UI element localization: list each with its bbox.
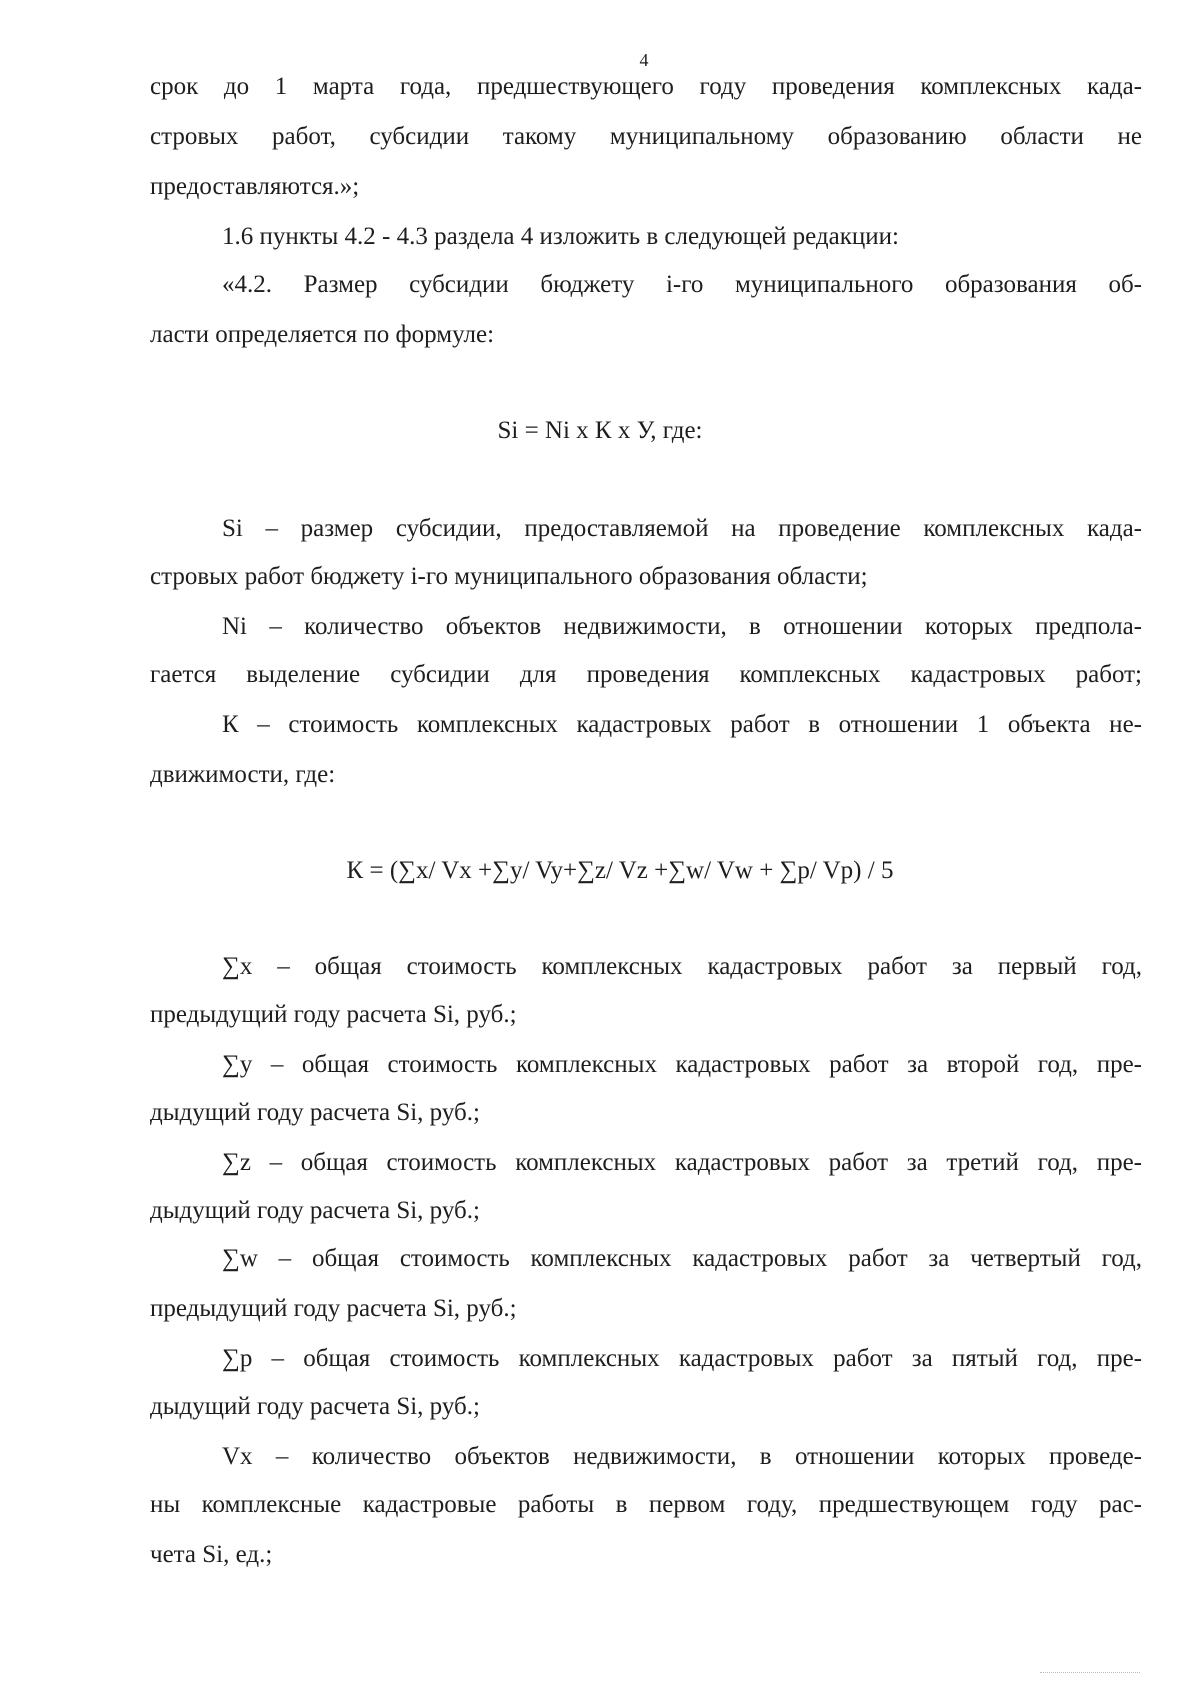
paragraph-line: гается выделение субсидии для проведения комплексных кадастровых работ;: [150, 661, 1142, 688]
paragraph-line: дыдущий году расчета Si, руб.;: [150, 1393, 480, 1420]
scan-artifact: [1040, 1672, 1140, 1679]
paragraph-line: срок до 1 марта года, предшествующего году проведения комплексных када-: [150, 73, 1142, 100]
paragraph-line: ∑x – общая стоимость комплексных кадастровых работ за первый год,: [222, 953, 1142, 980]
paragraph-line: предыдущий году расчета Si, руб.;: [150, 1001, 517, 1028]
paragraph-line: К – стоимость комплексных кадастровых работ в отношении 1 объекта не-: [222, 711, 1142, 738]
paragraph-line: «4.2. Размер субсидии бюджету i-го муниципального образования об-: [222, 271, 1142, 298]
paragraph-line: стровых работ бюджету i-го муниципального образования области;: [150, 563, 868, 590]
paragraph-line: предоставляются.»;: [150, 173, 360, 200]
paragraph-line: дыдущий году расчета Si, руб.;: [150, 1197, 480, 1224]
paragraph-line: 1.6 пункты 4.2 - 4.3 раздела 4 изложить в следующей редакции:: [222, 223, 899, 250]
paragraph-line: ∑w – общая стоимость комплексных кадастровых работ за четвертый год,: [222, 1245, 1142, 1272]
paragraph-line: Vx – количество объектов недвижимости, в отношении которых проведе-: [222, 1443, 1142, 1470]
paragraph-line: ∑y – общая стоимость комплексных кадастровых работ за второй год, пре-: [222, 1051, 1142, 1078]
page-number: 4: [639, 50, 649, 70]
formula-si: Si = Ni x К x У, где:: [497, 417, 703, 444]
paragraph-line: ∑z – общая стоимость комплексных кадастровых работ за третий год, пре-: [222, 1149, 1142, 1176]
paragraph-line: движимости, где:: [150, 761, 336, 788]
paragraph-line: чета Si, ед.;: [150, 1541, 273, 1568]
paragraph-line: стровых работ, субсидии такому муниципальному образованию области не: [150, 123, 1142, 150]
formula-k: К = (∑x/ Vx +∑y/ Vy+∑z/ Vz +∑w/ Vw + ∑p/ Vp) / 5: [346, 857, 894, 884]
paragraph-line: Si – размер субсидии, предоставляемой на проведение комплексных када-: [222, 515, 1142, 542]
paragraph-line: дыдущий году расчета Si, руб.;: [150, 1099, 480, 1126]
paragraph-line: ны комплексные кадастровые работы в первом году, предшествующем году рас-: [150, 1491, 1142, 1518]
paragraph-line: предыдущий году расчета Si, руб.;: [150, 1295, 517, 1322]
paragraph-line: Ni – количество объектов недвижимости, в отношении которых предпола-: [222, 613, 1142, 640]
paragraph-line: ласти определяется по формуле:: [150, 321, 495, 348]
paragraph-line: ∑p – общая стоимость комплексных кадастровых работ за пятый год, пре-: [222, 1345, 1142, 1372]
